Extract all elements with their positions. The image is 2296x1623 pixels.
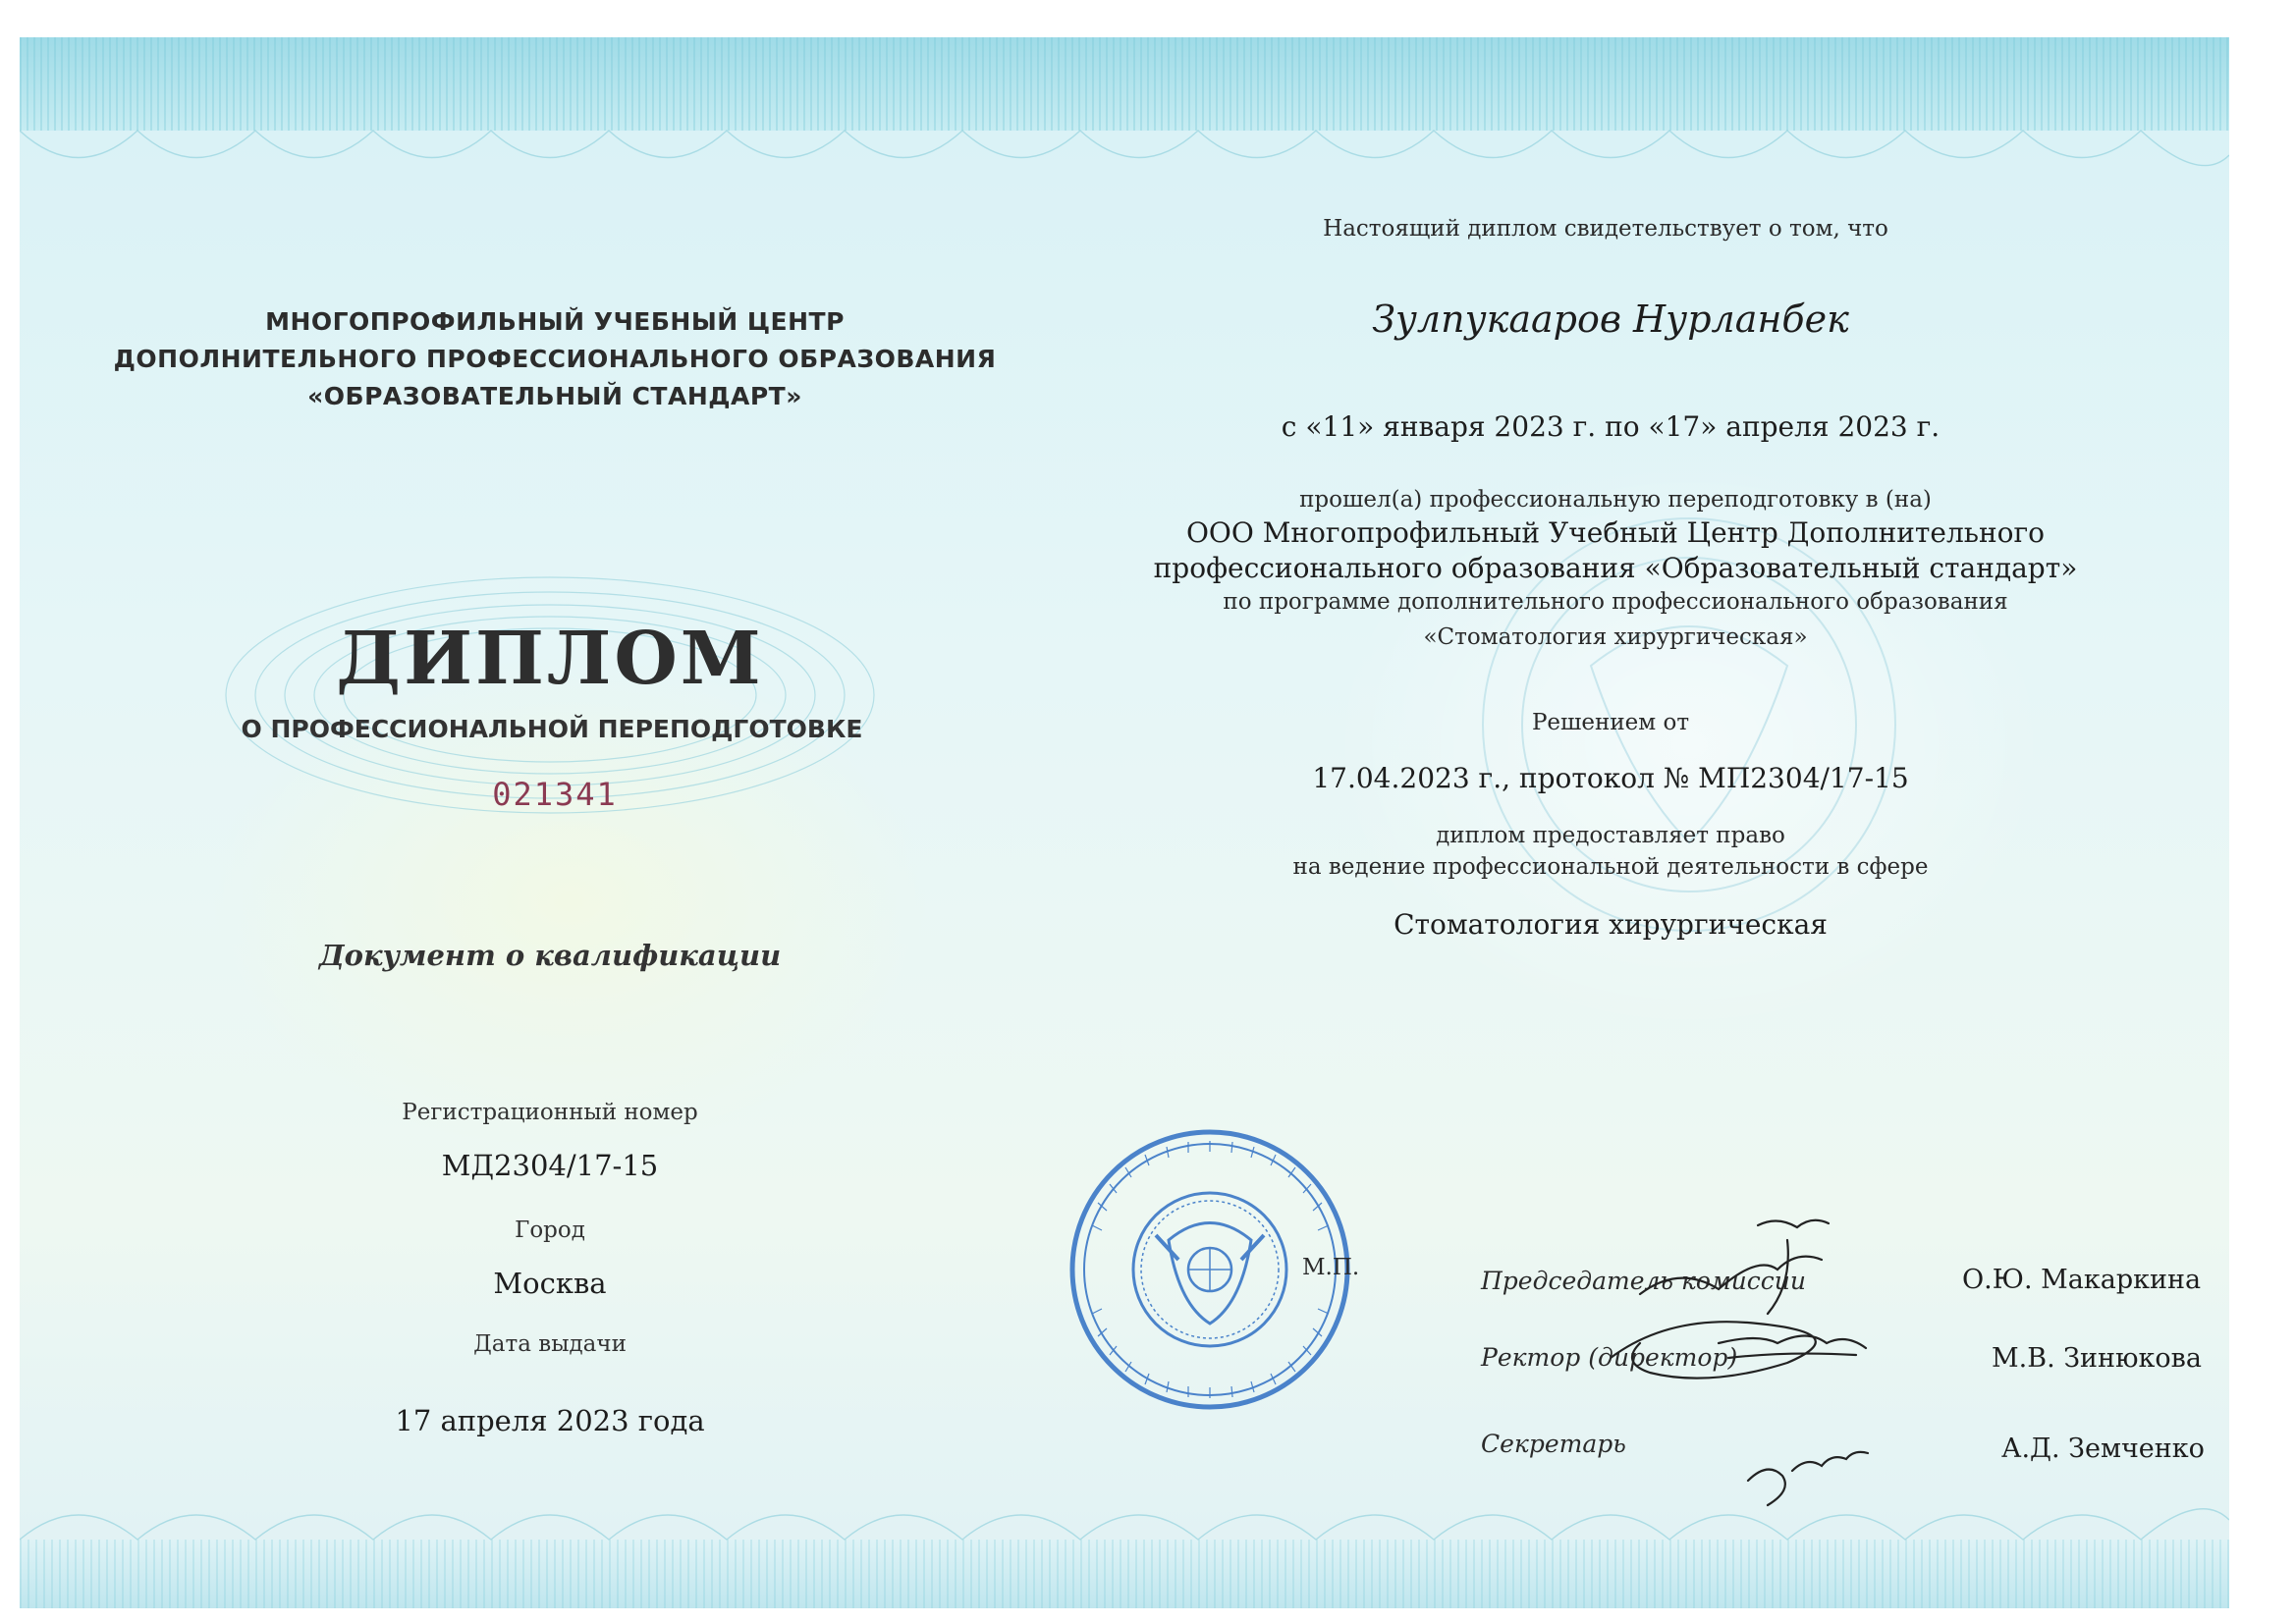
org-name-line-3: «ОБРАЗОВАТЕЛЬНЫЙ СТАНДАРТ» [307, 382, 802, 410]
issue-date: 17 апреля 2023 года [395, 1404, 705, 1437]
stamp-place-mark: М.П. [1302, 1255, 1360, 1280]
body-line-2: ООО Многопрофильный Учебный Центр Дополнительного [1185, 516, 2046, 549]
city-value: Москва [493, 1267, 607, 1300]
signature-role-secretary: Секретарь [1481, 1430, 1626, 1458]
rights-line-2: на ведение профессиональной деятельности в сфере [1292, 854, 1929, 880]
diploma-title: ДИПЛОМ [336, 617, 764, 701]
document-type: Документ о квалификации [318, 939, 782, 972]
signature-name-secretary: А.Д. Земченко [2001, 1434, 2205, 1464]
issue-date-label: Дата выдачи [473, 1331, 627, 1357]
body-line-5: «Стоматология хирургическая» [1423, 624, 1808, 650]
reg-number-label: Регистрационный номер [402, 1100, 698, 1125]
body-line-1: прошел(а) профессиональную переподготовку в (на) [1299, 487, 1932, 513]
body-line-4: по программе дополнительного профессионального образования [1223, 589, 2008, 615]
handwritten-signatures [1611, 1196, 1984, 1549]
decision-label: Решением от [1531, 710, 1690, 735]
intro-text: Настоящий диплом свидетельствует о том, что [1323, 216, 1888, 242]
city-label: Город [515, 1217, 585, 1243]
serial-number: 021341 [492, 776, 618, 813]
org-name-line-1: МНОГОПРОФИЛЬНЫЙ УЧЕБНЫЙ ЦЕНТР [265, 307, 845, 336]
reg-number: МД2304/17-15 [441, 1149, 659, 1182]
decision-details: 17.04.2023 г., протокол № МП2304/17-15 [1312, 762, 1909, 794]
body-line-3: профессионального образования «Образовательный стандарт» [1153, 552, 2078, 584]
signature-role-rector: Ректор (директор) [1481, 1343, 1738, 1372]
study-period: с «11» января 2023 г. по «17» апреля 2023 г. [1281, 410, 1941, 443]
diploma-subtitle: О ПРОФЕССИОНАЛЬНОЙ ПЕРЕПОДГОТОВКЕ [241, 715, 863, 743]
diploma-sheet [20, 37, 2229, 1608]
signature-name-rector: М.В. Зинюкова [1992, 1343, 2202, 1374]
signature-role-chairman: Председатель комиссии [1481, 1267, 1806, 1295]
signature-name-chairman: О.Ю. Макаркина [1962, 1265, 2202, 1295]
professional-field: Стоматология хирургическая [1394, 908, 1828, 941]
rights-line-1: диплом предоставляет право [1436, 823, 1785, 848]
recipient-name: Зулпукааров Нурланбек [1372, 298, 1849, 341]
org-name-line-2: ДОПОЛНИТЕЛЬНОГО ПРОФЕССИОНАЛЬНОГО ОБРАЗОВАНИЯ [113, 345, 997, 373]
